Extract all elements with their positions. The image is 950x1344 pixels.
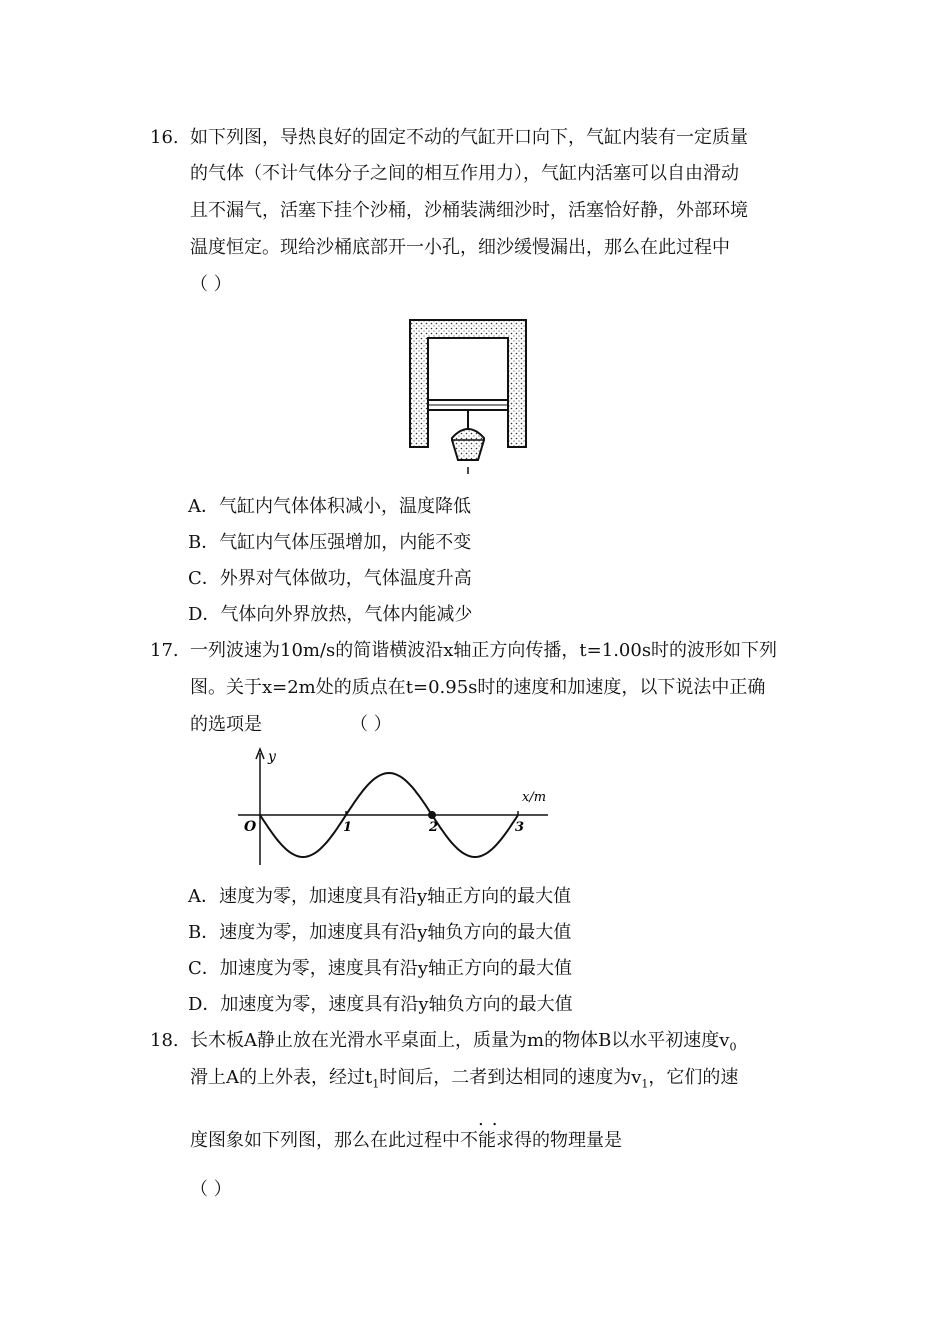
q17-stem-line-2: 图。关于x=2m处的质点在t=0.95s时的速度和加速度，以下说法中正确 — [190, 677, 766, 698]
q16-stem-line-3: 且不漏气，活塞下挂个沙桶，沙桶装满细沙时，活塞恰好静，外部环境 — [190, 200, 748, 221]
q17-stem-line-1: 一列波速为10m/s的简谐横波沿x轴正方向传播，t=1.00s时的波形如下列 — [190, 640, 778, 661]
q18-answer-blank: （ ） — [190, 1179, 232, 1200]
y-axis-label: y — [268, 749, 276, 765]
q17-answer-blank: （ ） — [350, 714, 392, 735]
q16-option-d[interactable]: D．气体向外界放热，气体内能减少 — [188, 604, 473, 625]
particle-x2-dot — [428, 811, 436, 819]
sand-bucket — [452, 429, 484, 460]
q17-number: 17. — [150, 640, 179, 661]
q16-number: 16. — [150, 127, 179, 148]
q16-stem-line-2: 的气体（不计气体分子之间的相互作用力），气缸内活塞可以自由滑动 — [190, 163, 739, 184]
q17-option-a[interactable]: A．速度为零，加速度具有沿y轴正方向的最大值 — [188, 886, 572, 907]
cylinder-diagram — [400, 312, 540, 487]
q17-stem-line-3: 的选项是 — [190, 714, 262, 735]
q16-answer-blank: （ ） — [190, 274, 232, 295]
q18-number: 18. — [150, 1030, 179, 1051]
x-tick-label-2: 2 — [429, 820, 439, 835]
origin-label: O — [244, 819, 257, 835]
q18-stem-line-1: 长木板A静止放在光滑水平桌面上，质量为m的物体B以水平初速度$v_0$ — [190, 1030, 737, 1054]
q17-option-b[interactable]: B．速度为零，加速度具有沿y轴负方向的最大值 — [188, 922, 572, 943]
q16-stem-line-1: 如下列图，导热良好的固定不动的气缸开口向下，气缸内装有一定质量 — [190, 127, 748, 148]
q18-stem-line-3: 度图象如下列图，那么在此过程中不能求得的物理量是 — [190, 1130, 622, 1151]
x-tick-label-3: 3 — [515, 820, 525, 835]
x-tick-label-1: 1 — [343, 820, 353, 835]
q16-option-b[interactable]: B．气缸内气体压强增加，内能不变 — [188, 532, 472, 553]
emphasis-dots: .. — [478, 1109, 506, 1130]
x-axis-label: x/m — [522, 790, 547, 805]
q16-option-c[interactable]: C．外界对气体做功，气体温度升高 — [188, 568, 472, 589]
q18-stem-line-2: 滑上A的上外表，经过$t_1$时间后，二者到达相同的速度为$v_1$，它们的速 — [190, 1067, 739, 1091]
q17-option-d[interactable]: D．加速度为零，速度具有沿y轴负方向的最大值 — [188, 994, 573, 1015]
q16-stem-line-4: 温度恒定。现给沙桶底部开一小孔，细沙缓慢漏出，那么在此过程中 — [190, 237, 730, 258]
q16-option-a[interactable]: A．气缸内气体体积减小，温度降低 — [188, 496, 471, 517]
q17-option-c[interactable]: C．加速度为零，速度具有沿y轴正方向的最大值 — [188, 958, 572, 979]
wave-graph — [230, 745, 560, 870]
